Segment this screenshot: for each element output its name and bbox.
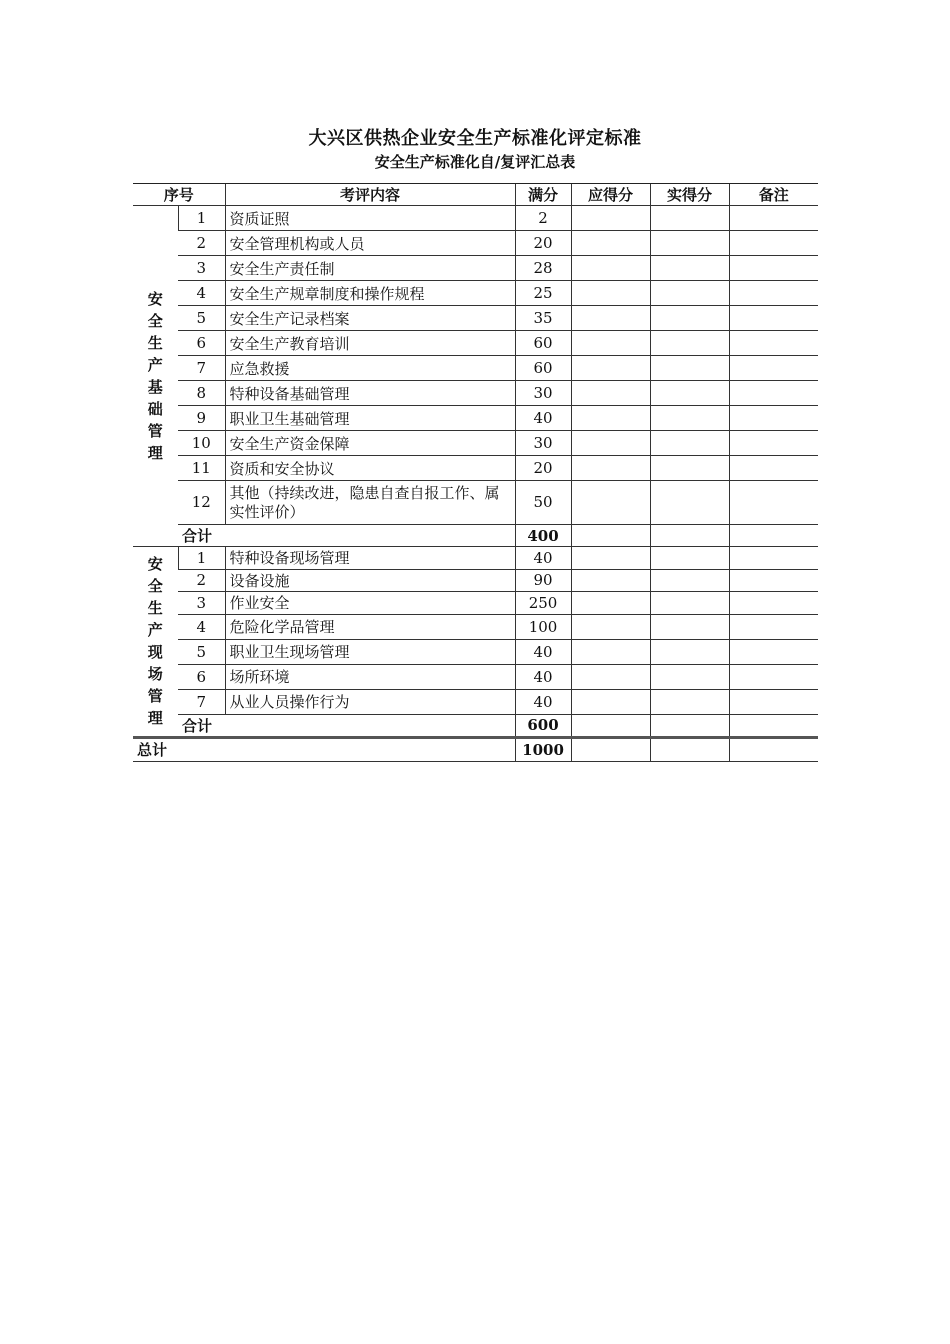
should-score-cell[interactable] bbox=[571, 381, 650, 406]
item-no: 6 bbox=[178, 331, 225, 356]
should-score-cell[interactable] bbox=[571, 206, 650, 231]
item-full: 25 bbox=[515, 281, 571, 306]
actual-score-cell[interactable] bbox=[650, 547, 729, 570]
note-cell[interactable] bbox=[729, 406, 818, 431]
table-row bbox=[133, 481, 818, 525]
item-no: 4 bbox=[178, 281, 225, 306]
table-row bbox=[133, 614, 818, 639]
item-content: 职业卫生基础管理 bbox=[225, 406, 515, 431]
table-row bbox=[133, 406, 818, 431]
subtotal-row bbox=[133, 714, 818, 737]
actual-score-cell[interactable] bbox=[650, 206, 729, 231]
should-score-cell[interactable] bbox=[571, 714, 650, 737]
table-row bbox=[133, 689, 818, 714]
note-cell[interactable] bbox=[729, 431, 818, 456]
table-row bbox=[133, 331, 818, 356]
subtotal-value: 400 bbox=[515, 525, 571, 547]
table-row bbox=[133, 381, 818, 406]
actual-score-cell[interactable] bbox=[650, 569, 729, 592]
actual-score-cell[interactable] bbox=[650, 714, 729, 737]
item-no: 1 bbox=[178, 206, 225, 231]
item-no: 7 bbox=[178, 356, 225, 381]
note-cell[interactable] bbox=[729, 714, 818, 737]
actual-score-cell[interactable] bbox=[650, 592, 729, 615]
item-no: 5 bbox=[178, 306, 225, 331]
item-content: 设备设施 bbox=[225, 569, 515, 592]
item-full: 20 bbox=[515, 231, 571, 256]
item-content: 安全生产记录档案 bbox=[225, 306, 515, 331]
table-row bbox=[133, 231, 818, 256]
table-row bbox=[133, 456, 818, 481]
should-score-cell[interactable] bbox=[571, 456, 650, 481]
actual-score-cell[interactable] bbox=[650, 481, 729, 525]
item-full: 40 bbox=[515, 664, 571, 689]
header-seq: 序号 bbox=[133, 184, 225, 206]
actual-score-cell[interactable] bbox=[650, 737, 729, 761]
item-full: 40 bbox=[515, 406, 571, 431]
table-row bbox=[133, 281, 818, 306]
actual-score-cell[interactable] bbox=[650, 306, 729, 331]
item-full: 40 bbox=[515, 689, 571, 714]
actual-score-cell[interactable] bbox=[650, 231, 729, 256]
item-no: 10 bbox=[178, 431, 225, 456]
should-score-cell[interactable] bbox=[571, 356, 650, 381]
group2-label bbox=[133, 547, 178, 738]
item-content: 危险化学品管理 bbox=[225, 614, 515, 639]
should-score-cell[interactable] bbox=[571, 231, 650, 256]
item-full: 90 bbox=[515, 569, 571, 592]
note-cell[interactable] bbox=[729, 206, 818, 231]
item-no: 12 bbox=[178, 481, 225, 525]
item-content: 特种设备基础管理 bbox=[225, 381, 515, 406]
total-label: 总计 bbox=[133, 737, 515, 761]
actual-score-cell[interactable] bbox=[650, 456, 729, 481]
group1-label-text: 安 全 生 产 基 础 管 理 bbox=[147, 290, 163, 462]
header-note: 备注 bbox=[729, 184, 818, 206]
note-cell[interactable] bbox=[729, 614, 818, 639]
should-score-cell[interactable] bbox=[571, 431, 650, 456]
item-no: 7 bbox=[178, 689, 225, 714]
should-score-cell[interactable] bbox=[571, 592, 650, 615]
item-content: 安全生产教育培训 bbox=[225, 331, 515, 356]
subtotal-label: 合计 bbox=[178, 714, 515, 737]
summary-table bbox=[133, 183, 818, 762]
note-cell[interactable] bbox=[729, 569, 818, 592]
header-should: 应得分 bbox=[571, 184, 650, 206]
group1-label bbox=[133, 206, 178, 547]
should-score-cell[interactable] bbox=[571, 481, 650, 525]
item-full: 100 bbox=[515, 614, 571, 639]
actual-score-cell[interactable] bbox=[650, 614, 729, 639]
note-cell[interactable] bbox=[729, 525, 818, 547]
item-content: 其他（持续改进，隐患自查自报工作、属实性评价） bbox=[225, 481, 515, 525]
table-row bbox=[133, 547, 818, 570]
actual-score-cell[interactable] bbox=[650, 331, 729, 356]
note-cell[interactable] bbox=[729, 689, 818, 714]
group2-label-text: 安 全 生 产 现 场 管 理 bbox=[147, 555, 163, 728]
item-no: 2 bbox=[178, 231, 225, 256]
table-row bbox=[133, 306, 818, 331]
table-row bbox=[133, 592, 818, 615]
item-no: 8 bbox=[178, 381, 225, 406]
item-full: 40 bbox=[515, 547, 571, 570]
should-score-cell[interactable] bbox=[571, 664, 650, 689]
note-cell[interactable] bbox=[729, 256, 818, 281]
item-no: 11 bbox=[178, 456, 225, 481]
note-cell[interactable] bbox=[729, 281, 818, 306]
should-score-cell[interactable] bbox=[571, 614, 650, 639]
item-full: 30 bbox=[515, 431, 571, 456]
should-score-cell[interactable] bbox=[571, 331, 650, 356]
should-score-cell[interactable] bbox=[571, 569, 650, 592]
item-content: 场所环境 bbox=[225, 664, 515, 689]
item-content: 安全管理机构或人员 bbox=[225, 231, 515, 256]
item-full: 60 bbox=[515, 331, 571, 356]
document-title: 大兴区供热企业安全生产标准化评定标准 bbox=[308, 128, 642, 149]
should-score-cell[interactable] bbox=[571, 689, 650, 714]
item-no: 6 bbox=[178, 664, 225, 689]
item-full: 40 bbox=[515, 639, 571, 664]
note-cell[interactable] bbox=[729, 306, 818, 331]
document-subtitle: 安全生产标准化自/复评汇总表 bbox=[374, 153, 576, 171]
item-full: 28 bbox=[515, 256, 571, 281]
item-content: 资质证照 bbox=[225, 206, 515, 231]
item-no: 3 bbox=[178, 592, 225, 615]
table-row bbox=[133, 206, 818, 231]
item-content: 应急救援 bbox=[225, 356, 515, 381]
item-full: 35 bbox=[515, 306, 571, 331]
should-score-cell[interactable] bbox=[571, 281, 650, 306]
note-cell[interactable] bbox=[729, 639, 818, 664]
item-full: 60 bbox=[515, 356, 571, 381]
actual-score-cell[interactable] bbox=[650, 381, 729, 406]
actual-score-cell[interactable] bbox=[650, 639, 729, 664]
item-no: 2 bbox=[178, 569, 225, 592]
actual-score-cell[interactable] bbox=[650, 406, 729, 431]
table-row bbox=[133, 639, 818, 664]
item-no: 5 bbox=[178, 639, 225, 664]
table-row bbox=[133, 569, 818, 592]
should-score-cell[interactable] bbox=[571, 737, 650, 761]
note-cell[interactable] bbox=[729, 331, 818, 356]
actual-score-cell[interactable] bbox=[650, 256, 729, 281]
item-no: 3 bbox=[178, 256, 225, 281]
item-content: 安全生产资金保障 bbox=[225, 431, 515, 456]
table-row bbox=[133, 431, 818, 456]
item-no: 9 bbox=[178, 406, 225, 431]
item-full: 30 bbox=[515, 381, 571, 406]
should-score-cell[interactable] bbox=[571, 639, 650, 664]
header-full: 满分 bbox=[515, 184, 571, 206]
item-full: 20 bbox=[515, 456, 571, 481]
table-row bbox=[133, 256, 818, 281]
subtotal-value: 600 bbox=[515, 714, 571, 737]
item-content: 安全生产规章制度和操作规程 bbox=[225, 281, 515, 306]
header-content: 考评内容 bbox=[225, 184, 515, 206]
item-content: 安全生产责任制 bbox=[225, 256, 515, 281]
actual-score-cell[interactable] bbox=[650, 431, 729, 456]
item-content: 特种设备现场管理 bbox=[225, 547, 515, 570]
should-score-cell[interactable] bbox=[571, 525, 650, 547]
item-content: 从业人员操作行为 bbox=[225, 689, 515, 714]
note-cell[interactable] bbox=[729, 231, 818, 256]
actual-score-cell[interactable] bbox=[650, 664, 729, 689]
table-row bbox=[133, 664, 818, 689]
header-row bbox=[133, 184, 818, 206]
item-content: 作业安全 bbox=[225, 592, 515, 615]
item-content: 职业卫生现场管理 bbox=[225, 639, 515, 664]
note-cell[interactable] bbox=[729, 456, 818, 481]
should-score-cell[interactable] bbox=[571, 547, 650, 570]
note-cell[interactable] bbox=[729, 737, 818, 761]
should-score-cell[interactable] bbox=[571, 256, 650, 281]
header-actual: 实得分 bbox=[650, 184, 729, 206]
item-content: 资质和安全协议 bbox=[225, 456, 515, 481]
subtotal-row bbox=[133, 525, 818, 547]
should-score-cell[interactable] bbox=[571, 406, 650, 431]
total-value: 1000 bbox=[515, 737, 571, 761]
should-score-cell[interactable] bbox=[571, 306, 650, 331]
note-cell[interactable] bbox=[729, 481, 818, 525]
note-cell[interactable] bbox=[729, 381, 818, 406]
note-cell[interactable] bbox=[729, 356, 818, 381]
item-full: 50 bbox=[515, 481, 571, 525]
item-no: 4 bbox=[178, 614, 225, 639]
note-cell[interactable] bbox=[729, 592, 818, 615]
note-cell[interactable] bbox=[729, 547, 818, 570]
actual-score-cell[interactable] bbox=[650, 689, 729, 714]
actual-score-cell[interactable] bbox=[650, 281, 729, 306]
table-row bbox=[133, 356, 818, 381]
item-no: 1 bbox=[178, 547, 225, 570]
subtotal-label: 合计 bbox=[178, 525, 515, 547]
item-full: 250 bbox=[515, 592, 571, 615]
actual-score-cell[interactable] bbox=[650, 525, 729, 547]
total-row bbox=[133, 737, 818, 761]
note-cell[interactable] bbox=[729, 664, 818, 689]
item-full: 2 bbox=[515, 206, 571, 231]
actual-score-cell[interactable] bbox=[650, 356, 729, 381]
